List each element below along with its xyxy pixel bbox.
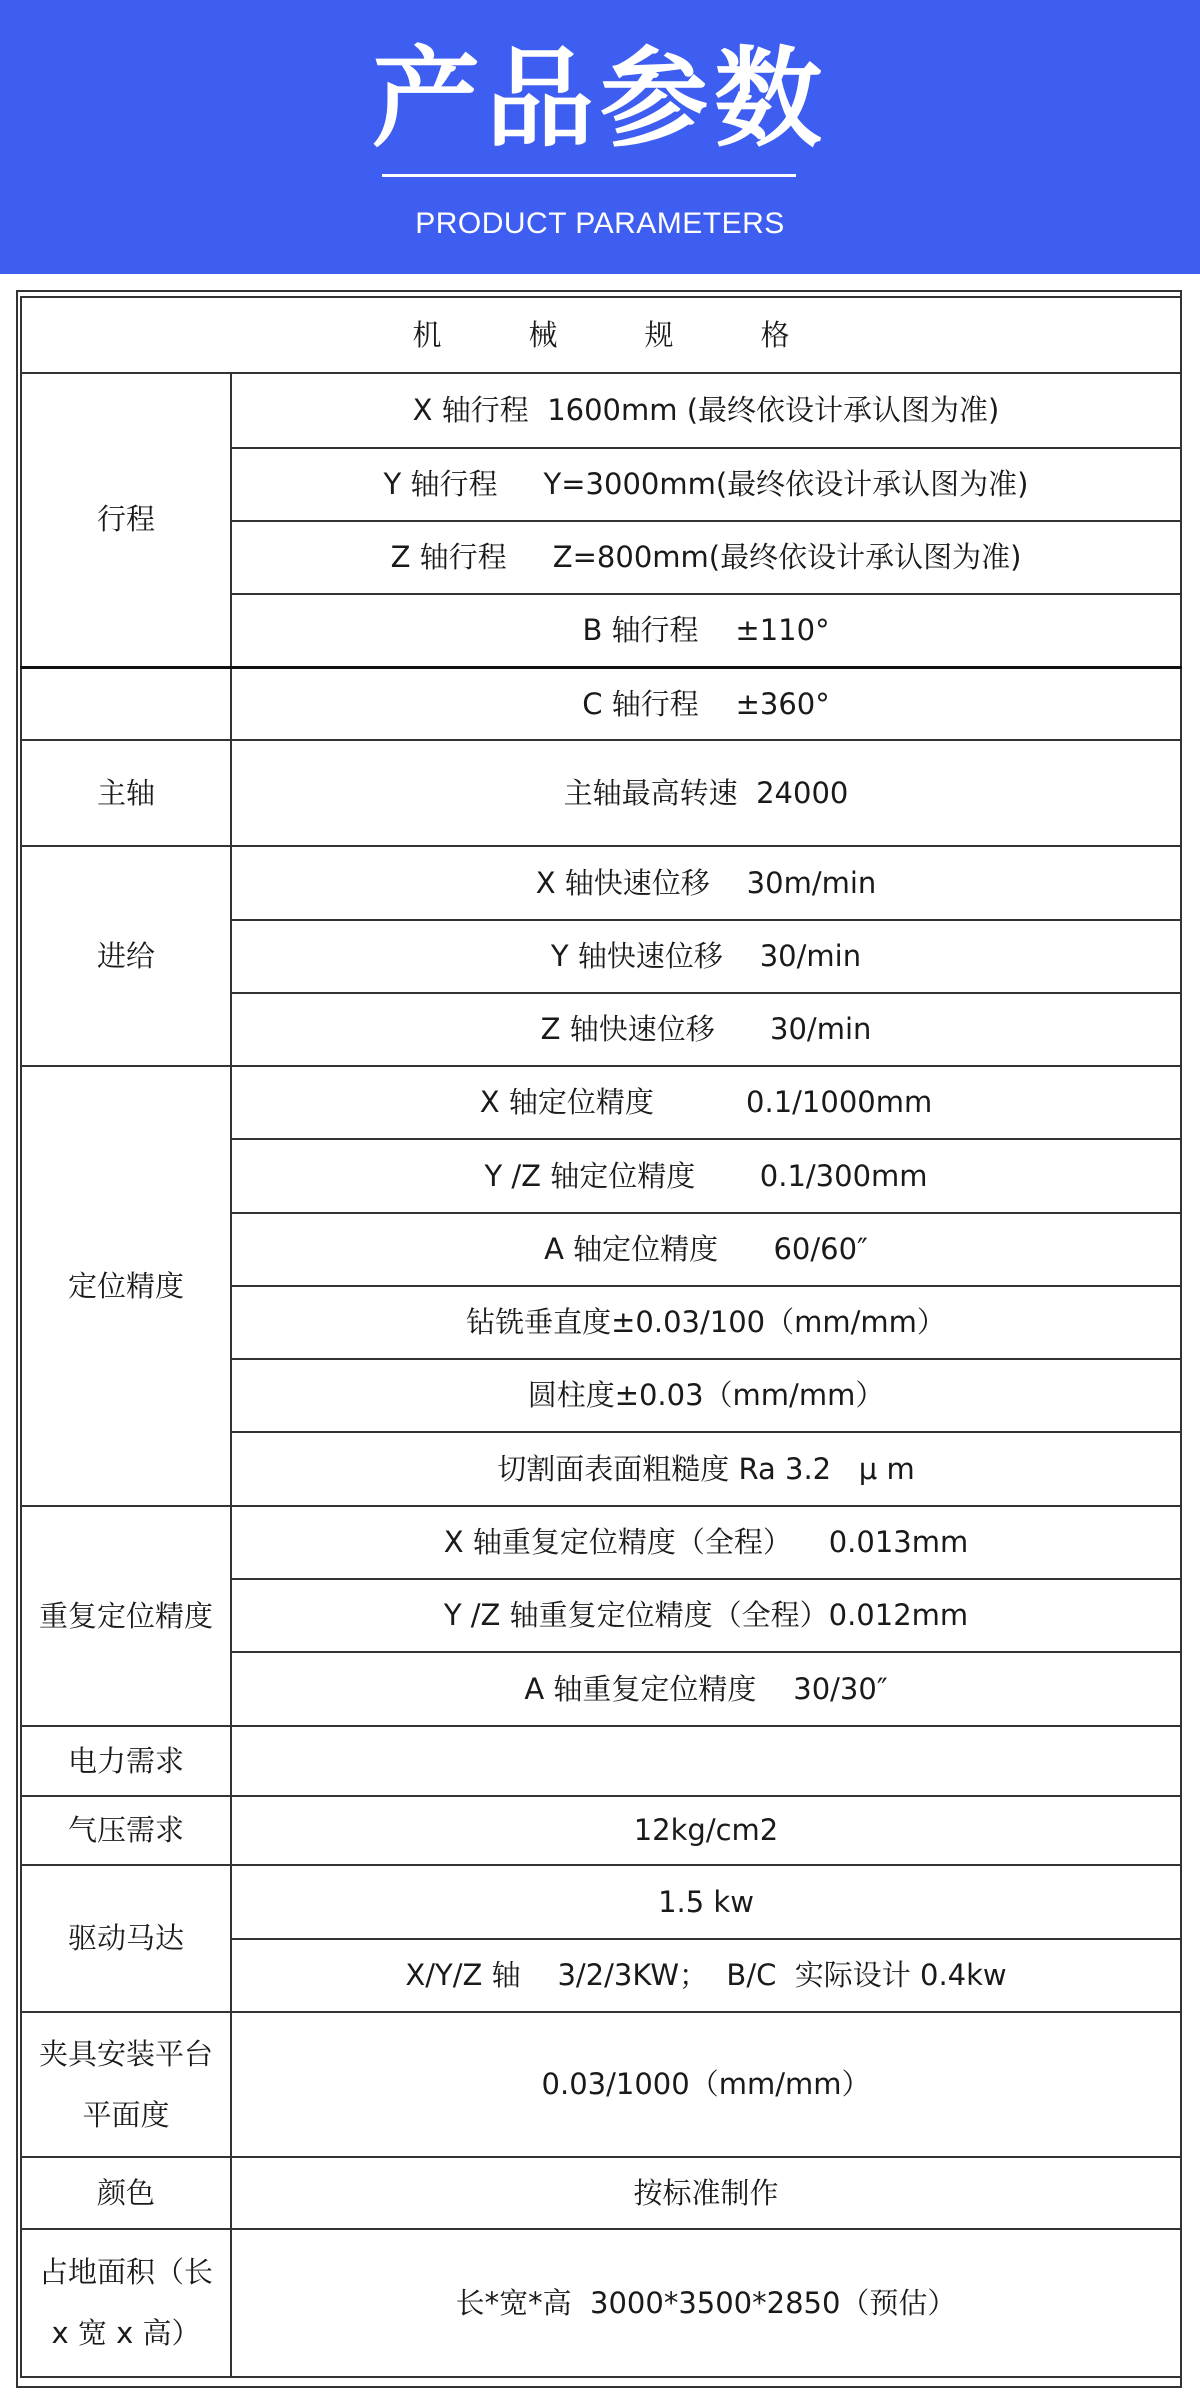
table-row [21,667,1181,740]
table-row [21,2157,1181,2229]
spec-value: 钻铣垂直度±0.03/100（mm/mm） [231,1286,1181,1359]
spec-value: A 轴定位精度 60/60″ [231,1213,1181,1286]
header-banner [0,0,1200,274]
group-label-empty [21,667,231,740]
group-label-spindle: 主轴 [21,740,231,846]
spec-value: 按标准制作 [231,2157,1181,2229]
spec-value: X 轴重复定位精度（全程） 0.013mm [231,1506,1181,1579]
title-divider [382,174,796,177]
page-title: 产品参数 [371,37,828,162]
spec-value: X/Y/Z 轴 3/2/3KW； B/C 实际设计 0.4kw [231,1939,1181,2012]
group-label-positioning: 定位精度 [21,1066,231,1506]
table-row [21,846,1181,920]
spec-value: 1.5 kw [231,1865,1181,1939]
group-label-air-pressure: 气压需求 [21,1796,231,1865]
table-heading: 机 械 规 格 [21,297,1181,373]
spec-value: Z 轴行程 Z=800mm(最终依设计承认图为准) [231,521,1181,594]
spec-value: B 轴行程 ±110° [231,594,1181,667]
table-row [21,1865,1181,1939]
table-row [21,1506,1181,1579]
spec-value: 长*宽*高 3000*3500*2850（预估） [231,2229,1181,2377]
table-row [21,2229,1181,2377]
group-label-footprint: 占地面积（长 x 宽 x 高） [21,2229,231,2377]
group-label-fixture-flatness: 夹具安装平台平面度 [21,2012,231,2157]
group-label-stroke: 行程 [21,373,231,667]
spec-value: Y /Z 轴定位精度 0.1/300mm [231,1139,1181,1213]
spec-value: X 轴行程 1600mm (最终依设计承认图为准) [231,373,1181,448]
table-row [21,373,1181,448]
table-row [21,1726,1181,1796]
spec-value: Y /Z 轴重复定位精度（全程）0.012mm [231,1579,1181,1652]
group-label-color: 颜色 [21,2157,231,2229]
spec-value: 12kg/cm2 [231,1796,1181,1865]
group-label-drive-motor: 驱动马达 [21,1865,231,2012]
spec-value: 主轴最高转速 24000 [231,740,1181,846]
spec-value: Z 轴快速位移 30/min [231,993,1181,1066]
spec-value: X 轴定位精度 0.1/1000mm [231,1066,1181,1139]
spec-value: X 轴快速位移 30m/min [231,846,1181,920]
group-label-repeat-positioning: 重复定位精度 [21,1506,231,1726]
page-subtitle: PRODUCT PARAMETERS [415,207,785,240]
spec-value: 0.03/1000（mm/mm） [231,2012,1181,2157]
table-row [21,740,1181,846]
spec-value: 切割面表面粗糙度 Ra 3.2 μ m [231,1432,1181,1506]
spec-value: A 轴重复定位精度 30/30″ [231,1652,1181,1726]
table-heading-row [21,297,1181,373]
spec-value: Y 轴行程 Y=3000mm(最终依设计承认图为准) [231,448,1181,521]
table-row [21,1066,1181,1139]
spec-value: C 轴行程 ±360° [231,667,1181,740]
spec-table [20,296,1182,2378]
spec-value: 圆柱度±0.03（mm/mm） [231,1359,1181,1432]
spec-value: Y 轴快速位移 30/min [231,920,1181,993]
table-row [21,2012,1181,2157]
group-label-power: 电力需求 [21,1726,231,1796]
table-row [21,1796,1181,1865]
spec-value [231,1726,1181,1796]
group-label-feed: 进给 [21,846,231,1066]
